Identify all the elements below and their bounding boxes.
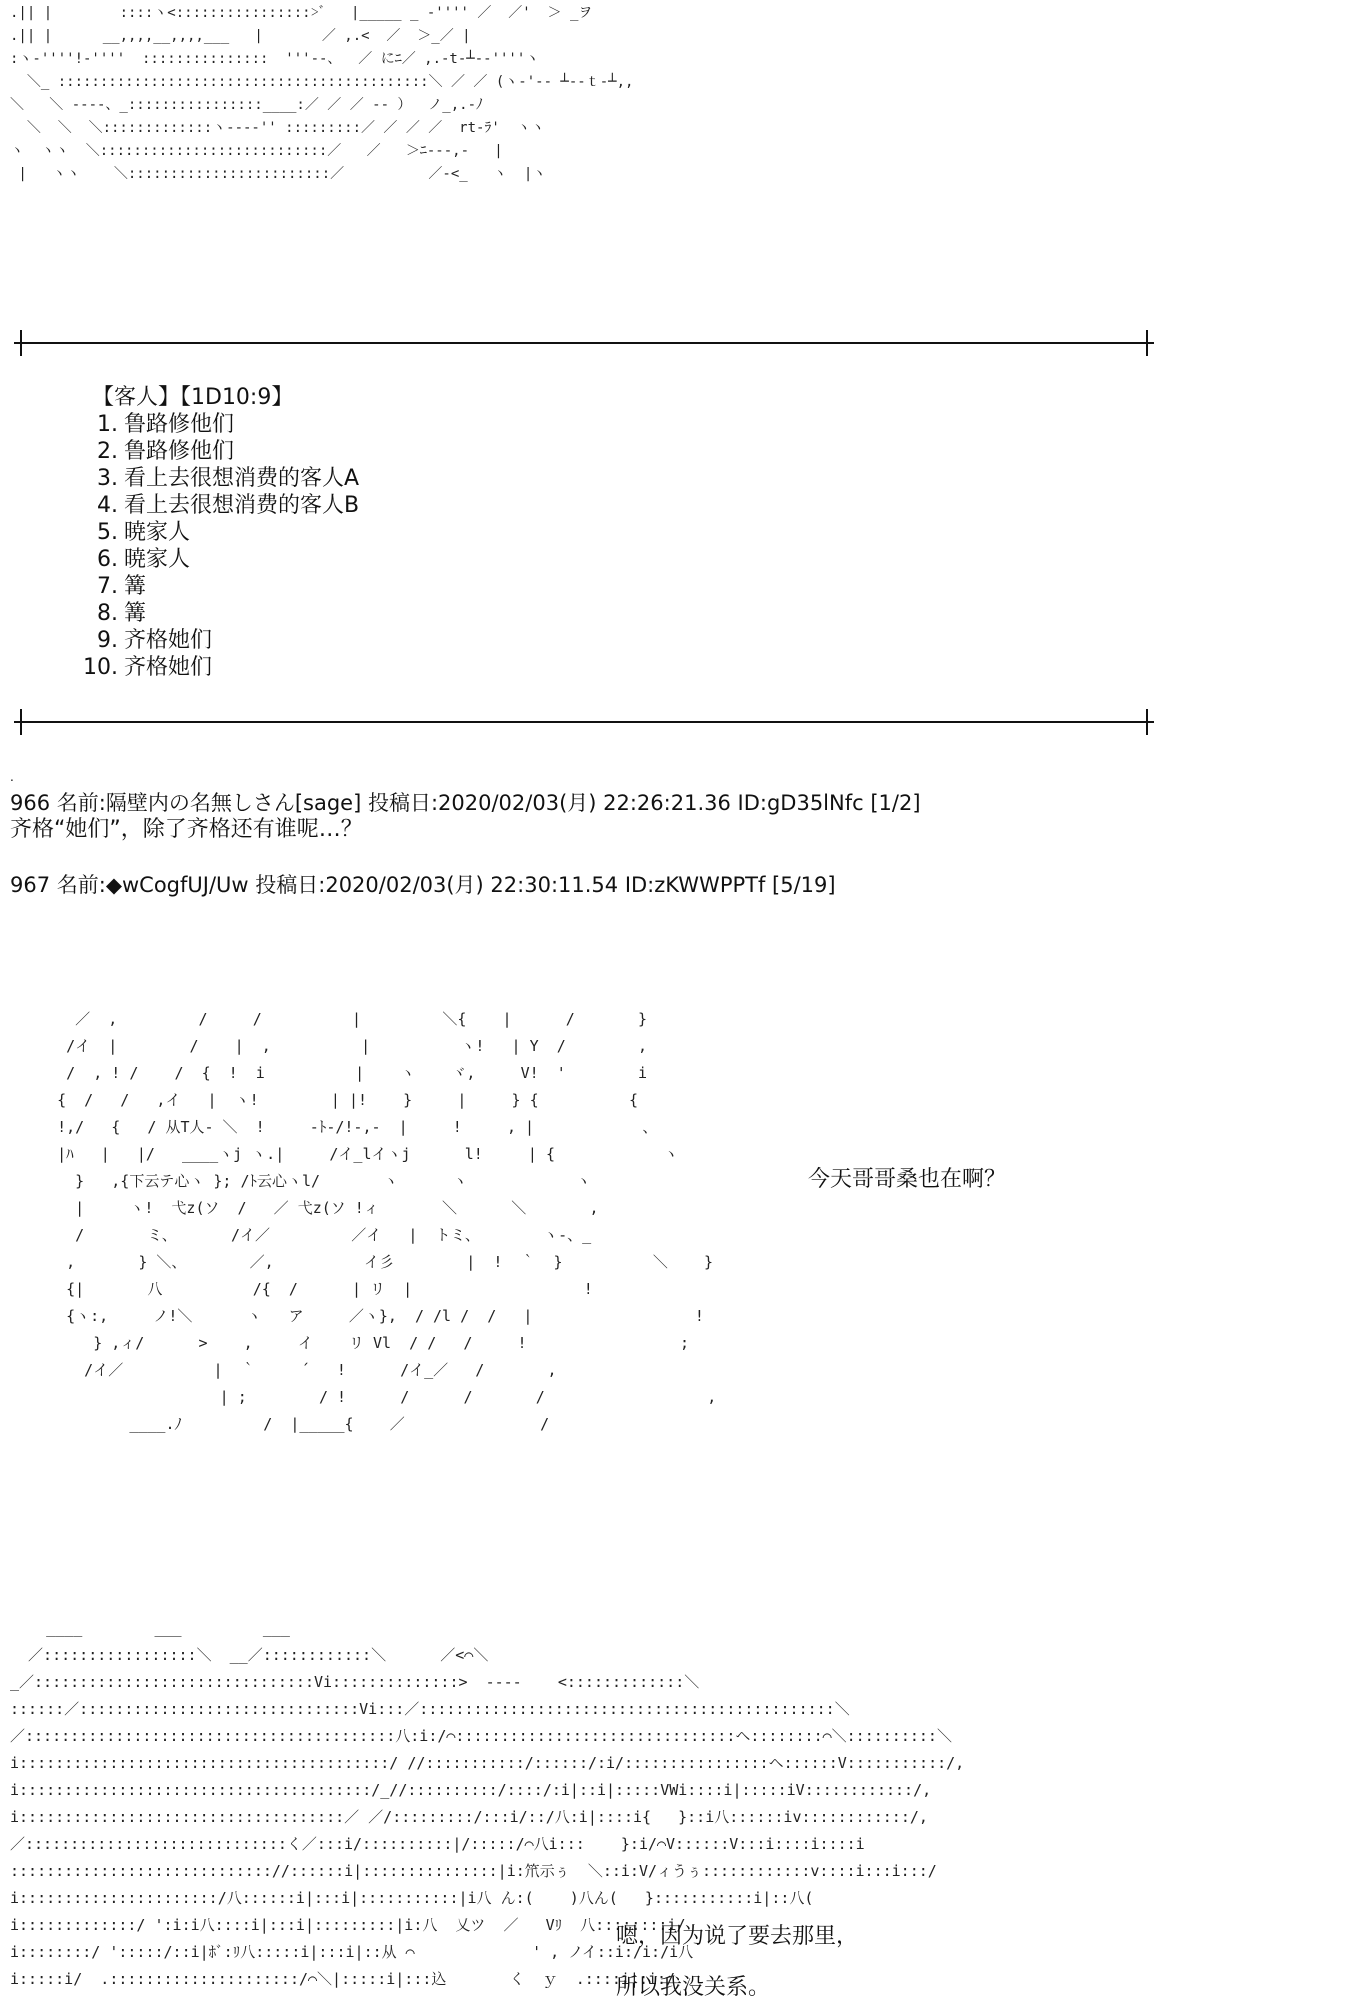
art-line: ／ , / / | ＼{ | / } [30, 1010, 647, 1028]
art-line: !,/ { / 从T人- ＼ ! -ﾄ-/!-,- | ! , | 、 [30, 1118, 658, 1136]
art-line: | ; / ! / / / , [30, 1388, 717, 1406]
post-header-966: 966 名前:隔壁内の名無しさん[sage] 投稿日:2020/02/03(月) 22:26:21.36 ID:gD35lNfc [1/2] [10, 791, 921, 815]
post-header-967: 967 名前:◆wCogfUJ/Uw 投稿日:2020/02/03(月) 22:30:11.54 ID:zKWWPPTf [5/19] [10, 873, 836, 897]
art-line: _／:::::::::::::::::::::::::::::::Vi::::::::::::::> ---- <:::::::::::::＼ [10, 1673, 700, 1691]
list-item-number: 8. [97, 601, 118, 626]
art-line: } ,{下云テ心ヽ }; /ﾄ云心ヽl/ ヽ ヽ ヽ [30, 1172, 591, 1190]
art-line: ヽ ヽヽ ＼:::::::::::::::::::::::::::／ ／ ＞ﾆ---,- | [10, 143, 503, 159]
art-line: i:::::::::::::::::::::::::::::::::::::::/_//::::::::::/::::/:i|::i|:::::VWi::::i|:::::iV::::::::::::/, [10, 1781, 932, 1799]
ascii-art-top [10, 2, 633, 186]
art-line: ＼_ ::::::::::::::::::::::::::::::::::::::::::::＼ ／ ／ (ヽ-'-- ┴--ｔ-┴,, [10, 74, 634, 90]
list-item-number: 3. [97, 466, 118, 491]
art-line: /イ／ | ｀ ´ ! /イ_／ / , [30, 1361, 557, 1379]
list-item-number: 7. [97, 574, 118, 599]
art-line: ／:::::::::::::::::::::::::::::::::::::::::八:i:/⌒:::::::::::::::::::::::::::::::ヘ::::::::⌒＼::::::::::＼ [10, 1727, 952, 1745]
list-item-text: 看上去很想消费的客人B [124, 493, 360, 518]
dot-mark: . [10, 770, 14, 784]
art-line: } ,ィ/ > , イ リ Vl / / / ! ; [30, 1334, 690, 1352]
dialog-line-1: 嗯，因为说了要去那里， [616, 1924, 859, 1949]
list-item-text: 齐格她们 [124, 628, 213, 653]
art-line: ____ ___ ___ [10, 1619, 290, 1637]
art-line: |ﾊ | |/ ____ヽj ヽ.| /イ_lイヽj l! | { ヽ [30, 1145, 679, 1163]
list-item-number: 10. [83, 655, 118, 680]
ascii-art-character [30, 1006, 716, 1438]
list-item [74, 411, 359, 438]
list-item-text: 篝 [124, 574, 147, 599]
list-item-number: 6. [97, 547, 118, 572]
art-line: ::::::::::::::::::::::::::::://::::::i|:::::::::::::::|i:笊示ぅ ＼::i:V/ィうぅ::::::::::::v::::i:::i:::/ [10, 1862, 937, 1880]
list-item [74, 465, 359, 492]
art-line: /イ | / | , | ヽ! | Y / , [30, 1037, 647, 1055]
list-item-text: 篝 [124, 601, 147, 626]
art-line: {ヽ:, ノ!＼ ヽ ア ／ヽ}, / /l / / | ! [30, 1307, 704, 1325]
list-item-number: 4. [97, 493, 118, 518]
list-item-number: 2. [97, 439, 118, 464]
guest-list [74, 411, 359, 681]
list-item [74, 492, 359, 519]
art-line: {| 八 /{ / | リ | ! [30, 1280, 593, 1298]
art-line: i::::::::::::::::::::::/八::::::i|:::i|:::::::::::|i八 ん:( )八ん( }:::::::::::i|::八( [10, 1889, 814, 1907]
dialog-line: 今天哥哥桑也在啊？ [808, 1167, 1007, 1192]
guest-list-block [74, 384, 359, 681]
art-line: ＼ ＼ ----、_::::::::::::::::____:／ ／ ／ -- ） ノ_,.-ﾉ [10, 97, 484, 113]
horizontal-divider [14, 709, 1154, 735]
list-item [74, 654, 359, 681]
list-item-text: 齐格她们 [124, 655, 213, 680]
list-item [74, 438, 359, 465]
art-line: i:::::::::::::::::::::::::::::::::::::::::/ //:::::::::::/::::::/:i/::::::::::::::::ヘ::::::V:::::::::::/, [10, 1754, 965, 1772]
list-item-text: 暁家人 [124, 520, 191, 545]
dialog-line-2: 所以我没关系。 [616, 1975, 771, 2000]
list-item-number: 9. [97, 628, 118, 653]
list-item-number: 5. [97, 520, 118, 545]
art-line: :ヽ-''''!-'''' ::::::::::::::: '''--、 ／ にﾆ／ ,.-t-┴--''''ヽ [10, 51, 540, 67]
list-item-number: 1. [97, 412, 118, 437]
art-line: ____.ﾉ / |_____{ ／ / [30, 1415, 550, 1433]
list-item-text: 看上去很想消费的客人A [124, 466, 360, 491]
art-line: / ミ、 /イ／ ／イ | トミ、 ヽ-、_ [30, 1226, 592, 1244]
post-text-966: 齐格“她们”，除了齐格还有谁呢…？ [10, 817, 363, 842]
art-line: .|| | __,,,,__,,,,___ | ／ ,.< ／ ＞_／ | [10, 28, 471, 44]
art-line: ＼ ＼ ＼:::::::::::::ヽ----'' :::::::::／ ／ ／ ／ rt-ﾗ' ヽヽ [10, 120, 545, 136]
list-item-text: 鲁路修他们 [124, 439, 235, 464]
art-line: ::::::／:::::::::::::::::::::::::::::::Vi:::／::::::::::::::::::::::::::::::::::::::::::::::＼ [10, 1700, 850, 1718]
art-line: , } ＼、 ／, イ彡 | ! ｀ } ＼ } [30, 1253, 713, 1271]
art-line: ／:::::::::::::::::＼ __／::::::::::::＼ ／<⌒＼ [10, 1646, 489, 1664]
list-item-text: 鲁路修他们 [124, 412, 235, 437]
list-item [74, 519, 359, 546]
list-item [74, 600, 359, 627]
art-line: i::::::::::::::::::::::::::::::::::::／ ／/:::::::::/:::i/::/八:i|::::i{ }::i八::::::iv::::::::::::/, [10, 1808, 928, 1826]
art-line: i:::::i/ .:::::::::::::::::::::/⌒＼|:::::i|:::込 く ｙ .::::i|:i:/ [10, 1970, 676, 1988]
list-item [74, 627, 359, 654]
art-line: .|| | ::::ヽ<::::::::::::::::>ﾞ |_____ _ -'''' ／ ／' ＞ _ヲ [10, 5, 593, 21]
art-line: ／:::::::::::::::::::::::::::::く／:::i/::::::::::|/:::::/⌒八i::: }:i/⌒V::::::V:::i::::i::::i [10, 1835, 865, 1853]
horizontal-divider [14, 330, 1154, 356]
art-line: | ヽ! 弋z(ソ / ／ 弋z(ソ !ィ ＼ ＼ , [30, 1199, 599, 1217]
art-line: { / / ,イ | ヽ! | |! } | } { { [30, 1091, 638, 1109]
art-line: i:::::::::::::/ ':i:i八::::i|:::i|:::::::::|i:八 乂ツ ／ Vﾘ 八::::::::i/ [10, 1916, 686, 1934]
list-item [74, 573, 359, 600]
list-item [74, 546, 359, 573]
art-line: | ヽヽ ＼::::::::::::::::::::::::／ ／-<_ ヽ |ヽ [10, 166, 547, 182]
list-item-text: 暁家人 [124, 547, 191, 572]
guest-list-title: 【客人】【1D10:9】 [92, 385, 294, 410]
art-line: / , ! / / { ! i | ヽ ヾ, V! ' i [30, 1064, 647, 1082]
art-line: i::::::::/ ':::::/::i|ﾎﾞ:ﾘ八:::::i|:::i|::从 ⌒ ' , ノイ::i:/i:/i八 [10, 1943, 694, 1961]
